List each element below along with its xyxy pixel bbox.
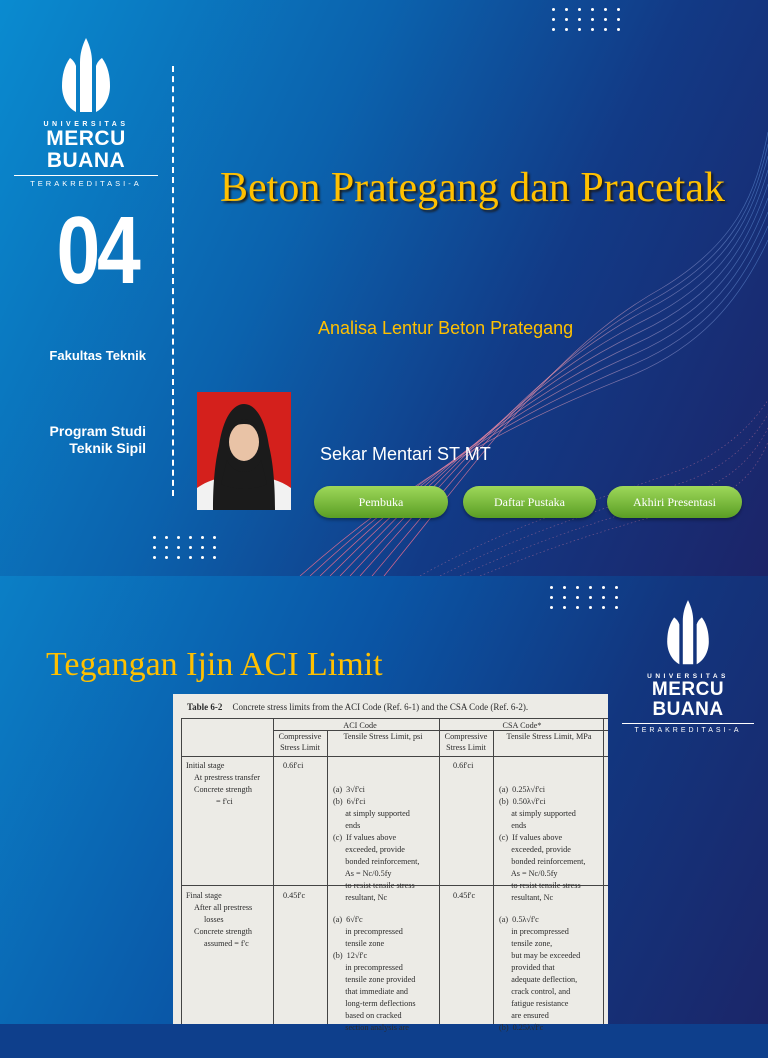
logo-name-text: MERCU BUANA [651,679,725,720]
header-aci-code: ACI Code [343,721,377,730]
table-cell: (a) 6√f'c in precompressed tensile zone (b) 12√f'c in precompressed tensile zone provided that immediate and long-term deflections based on cracked section analysis are [333,915,416,1032]
content-slide [0,576,768,1032]
table-cell: (a) 0.5λ√f'c in precompressed tensile zone, but may be exceeded provided that adequate deflection, crack control, and fatigue resistance are ensured (b) 0.25λ√f'c [499,915,581,1032]
presentation-title: Beton Prategang dan Pracetak [220,165,725,211]
table-cell: 0.45f'c [453,891,476,900]
table-row-stage: Final stage After all prestress losses Concrete strength assumed = f'c [186,891,253,948]
program-label [10,423,146,457]
header-cell: Compressive Stress Limit [444,732,488,752]
divider-line [172,66,174,496]
decorative-dots-top [552,8,620,31]
table-cell: 0.45f'c [283,891,306,900]
logo-accreditation-text: TERAKREDITASI-A [634,727,742,734]
university-logo [622,598,754,734]
decorative-dots-bottom [153,536,216,559]
author-photo [197,392,291,510]
end-presentation-button[interactable]: Akhiri Presentasi [607,486,742,518]
faculty-label: Fakultas Teknik [49,348,146,363]
header-cell: Compressive Stress Limit [278,732,322,752]
table-cell: 0.6f'ci [283,761,304,770]
program-line-1: Program Studi [49,423,146,439]
presentation-subtitle: Analisa Lentur Beton Prategang [318,318,574,338]
program-line-2: Teknik Sipil [69,440,146,456]
header-csa-code: CSA Code* [502,721,542,730]
university-emblem-icon [662,598,714,668]
university-emblem-icon [56,36,116,116]
slide-title: Tegangan Ijin ACI Limit [46,646,383,683]
table-cell: (a) 3√f'ci (b) 6√f'ci at simply supported ends (c) If values above exceeded, provide bonded reinforcement, As = Nc/0.5fy to resist tensile stress resultant, Nc [333,785,420,902]
decorative-dots-top [550,586,618,609]
table-caption [187,702,528,712]
logo-university-text: UNIVERSITAS [647,673,729,680]
logo-accreditation-text: TERAKREDITASI-A [30,179,142,188]
opening-button[interactable]: Pembuka [314,486,448,518]
table-cell: (a) 0.25λ√f'ci (b) 0.50λ√f'ci at simply supported ends (c) If values above exceeded, provide bonded reinforcement, As = Nc/0.5fy to resist tensile stress resultant, Nc [499,785,586,902]
bibliography-button[interactable]: Daftar Pustaka [463,486,596,518]
logo-name-text: MERCU BUANA [46,127,126,172]
table-row-stage: Initial stage At prestress transfer Concrete strength = f'ci [186,761,260,806]
module-number: 04 [56,197,138,304]
header-cell: Tensile Stress Limit, psi [343,732,423,741]
university-logo [14,36,158,188]
author-name: Sekar Mentari ST MT [320,444,491,464]
header-cell: Tensile Stress Limit, MPa [506,732,592,741]
table-caption-text: Concrete stress limits from the ACI Code (Ref. 6-1) and the CSA Code (Ref. 6-2). [232,702,529,712]
stress-limits-table-image [173,694,608,1032]
table-label: Table 6-2 [187,702,223,712]
table-cell: 0.6f'ci [453,761,474,770]
logo-university-text: UNIVERSITAS [43,121,129,128]
